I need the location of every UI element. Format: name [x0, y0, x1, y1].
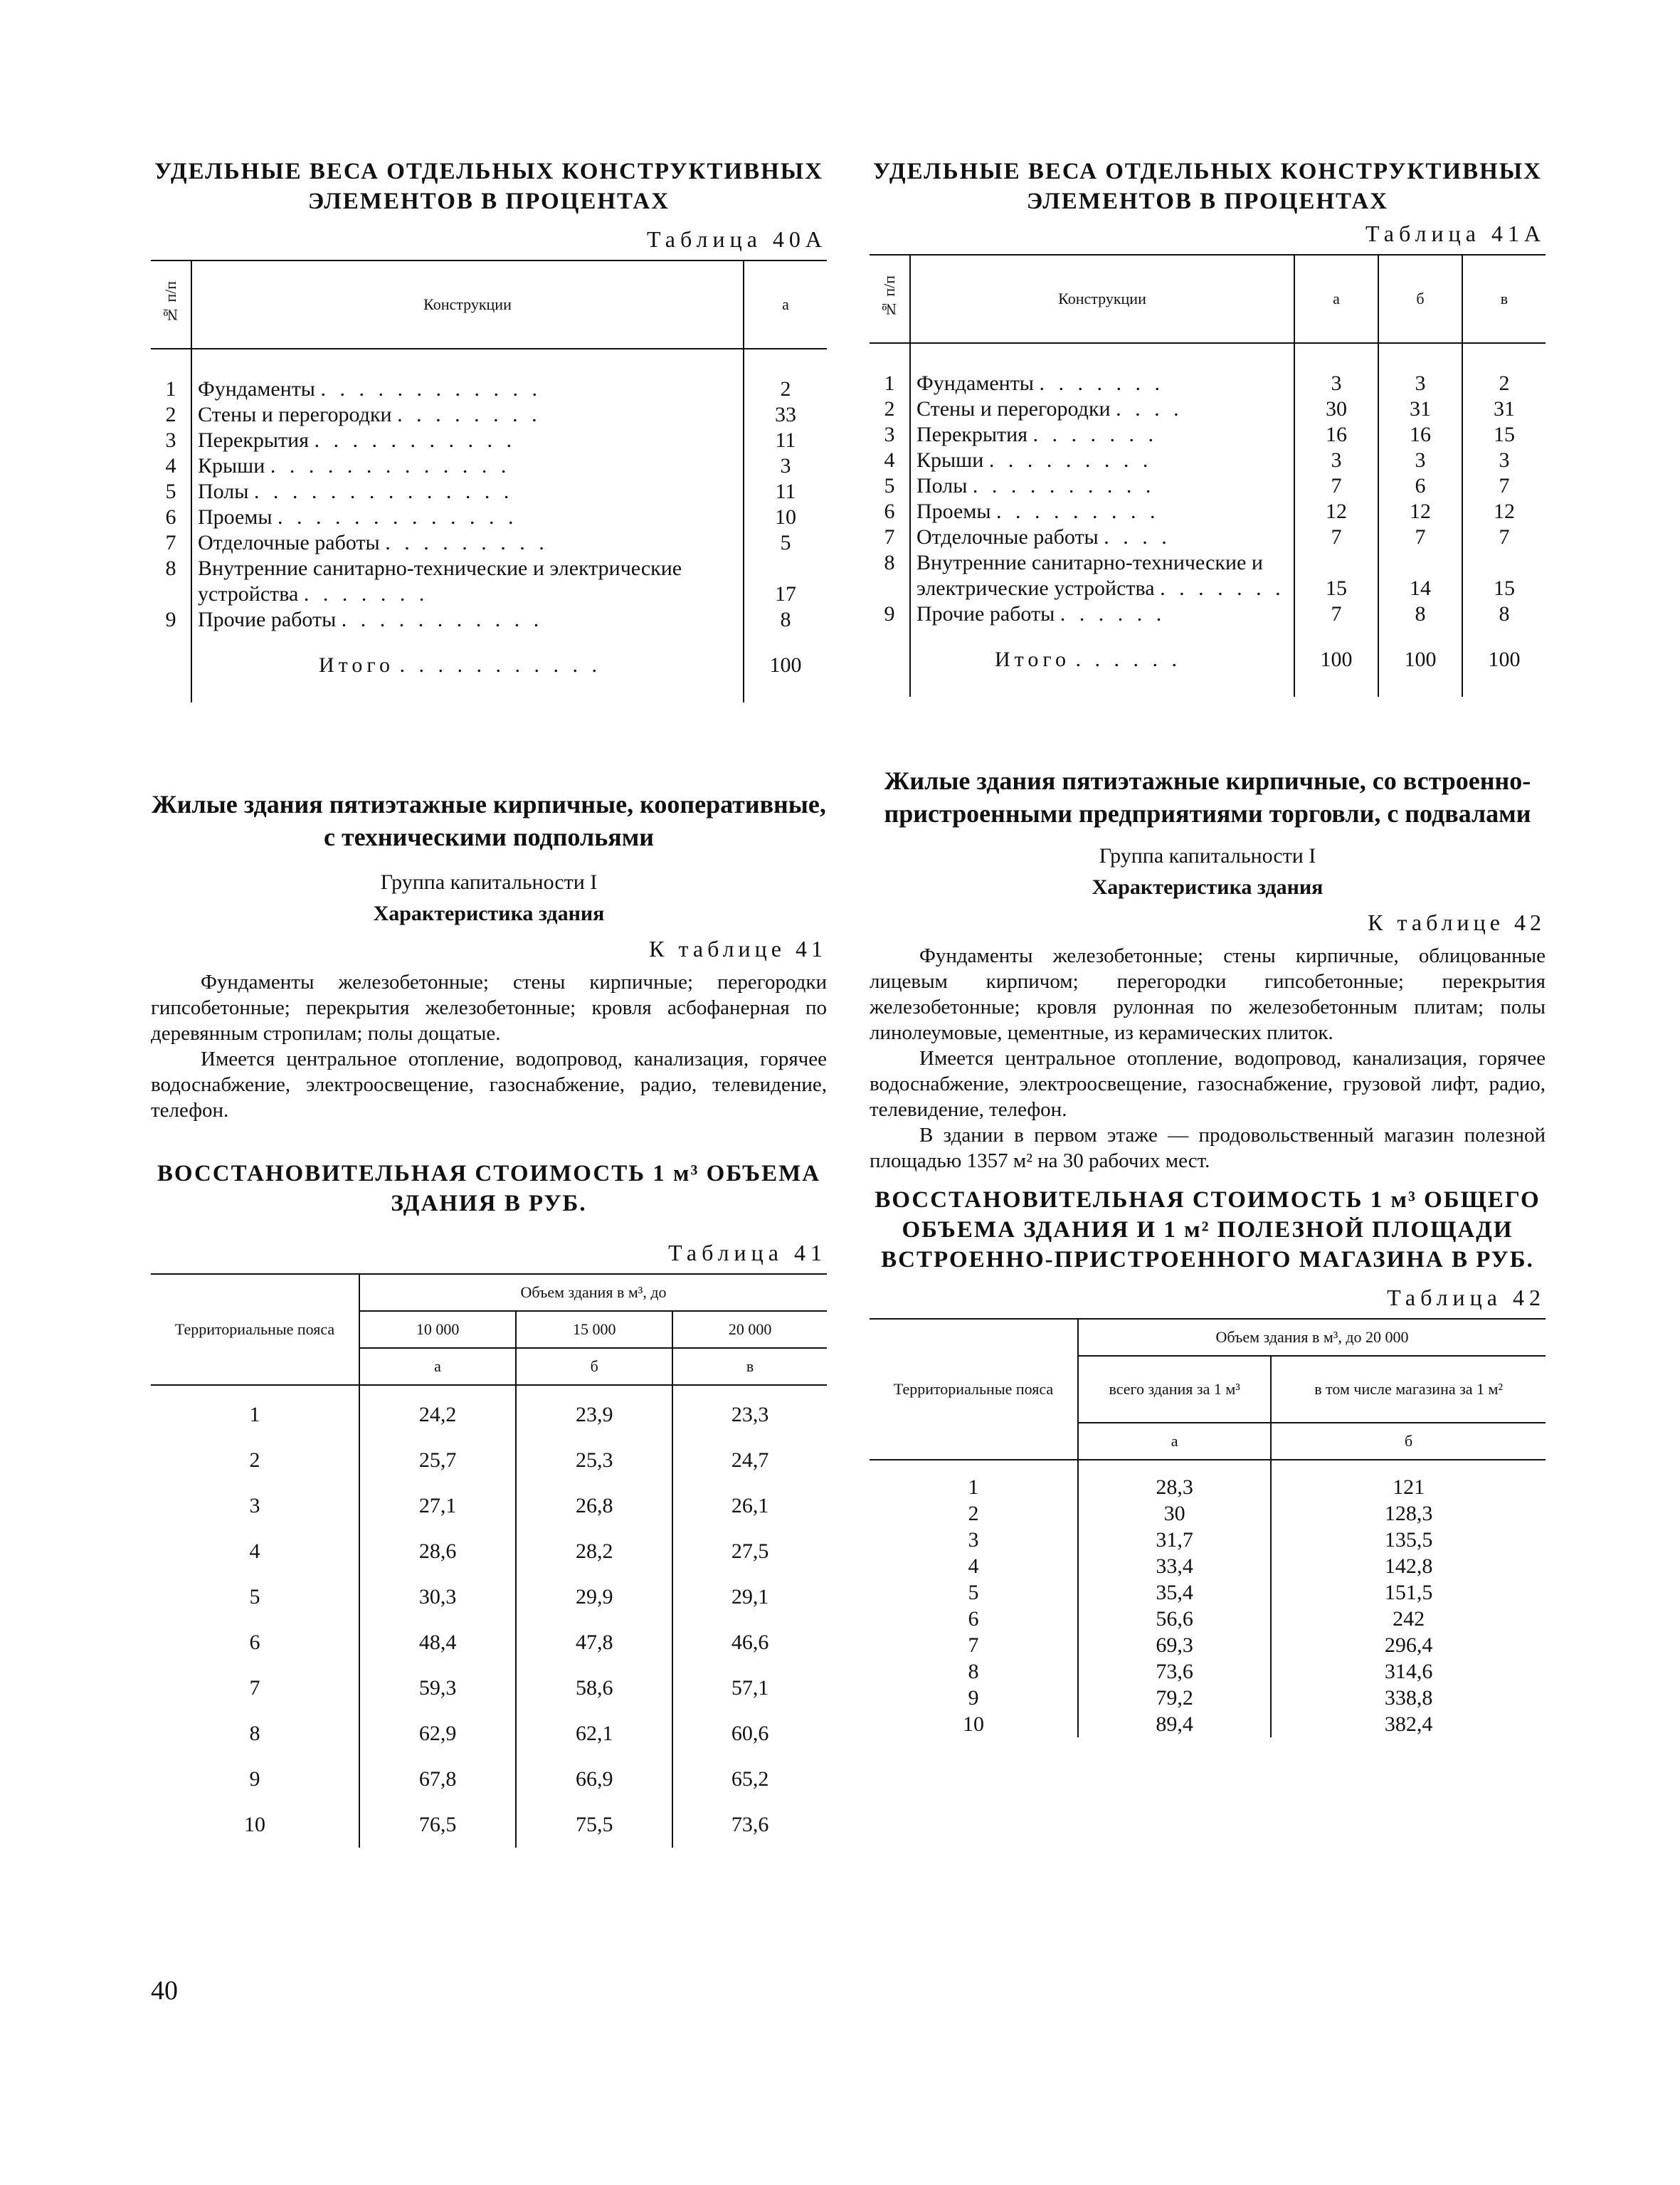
header-shop: в том числе магазина за 1 м²: [1271, 1356, 1546, 1423]
table-row: 6 48,4 47,8 46,6: [151, 1620, 827, 1665]
header-c: в: [1462, 255, 1546, 343]
paragraph: Фундаменты железобетонные; стены кирпичные, облицованные лицевым кирпичом; перегородки гипсобетонные; перекрытия железобетонные; кровля рулонная по железобетонным плитам; полы линолеумовые, цементные, из керамических плиток.: [870, 944, 1546, 1044]
table-row: 8 Внутренние санитарно-технические и электрические устройства . . . . . . . 15 14 15: [870, 550, 1546, 601]
table-row: 7 69,3 296,4: [870, 1632, 1546, 1658]
paragraph: В здании в первом этаже — продовольственный магазин полезной площадью 1357 м² на 30 рабочих мест.: [870, 1124, 1546, 1172]
header-volume-3: 20 000: [672, 1311, 827, 1348]
table-row: 7 59,3 58,6 57,1: [151, 1665, 827, 1711]
header-a: а: [744, 260, 827, 349]
header-volume: Объем здания в м³, до 20 000: [1078, 1319, 1546, 1356]
table-42-title: ВОССТАНОВИТЕЛЬНАЯ СТОИМОСТЬ 1 м³ ОБЩЕГО ОБЪЕМА ЗДАНИЯ И 1 м² ПОЛЕЗНОЙ ПЛОЩАДИ ВСТРОЕННО-ПРИСТРОЕННОГО МАГАЗИНА В РУБ.: [875, 1187, 1541, 1273]
header-b: б: [1378, 255, 1462, 343]
header-zone: Территориальные пояса: [870, 1319, 1078, 1460]
table-row: 5 35,4 151,5: [870, 1579, 1546, 1606]
table-row: 6 Проемы . . . . . . . . . . . . . 10: [151, 505, 827, 530]
table-row: 6 56,6 242: [870, 1606, 1546, 1632]
header-c: в: [672, 1348, 827, 1385]
table-row: 1 Фундаменты . . . . . . . 3 3 2: [870, 343, 1546, 396]
table-40a: [151, 260, 827, 702]
paragraph: Имеется центральное отопление, водопровод, канализация, горячее водоснабжение, электроосвещение, газоснабжение, грузовой лифт, радио, телевидение, телефон.: [870, 1047, 1546, 1121]
table-row: 10 76,5 75,5 73,6: [151, 1802, 827, 1848]
header-b: б: [1271, 1423, 1546, 1460]
table-row: 2 30 128,3: [870, 1500, 1546, 1527]
table-41a-label: Таблица 41А: [1365, 221, 1546, 246]
table-42-label: Таблица 42: [1387, 1285, 1546, 1310]
building-title: Жилые здания пятиэтажные кирпичные, со встроенно-пристроенными предприятиями торговли, с подвалами: [884, 767, 1531, 828]
header-construction: Конструкции: [910, 255, 1294, 343]
paragraph: Фундаменты железобетонные; стены кирпичные; перегородки гипсобетонные; перекрытия железобетонные; кровля асбофанерная по деревянным стропилам; полы дощатые.: [151, 971, 827, 1045]
table-row: 7 Отделочные работы . . . . . . . . . 5: [151, 530, 827, 556]
table-reference: К таблице 41: [649, 936, 827, 962]
table-row: 7 Отделочные работы . . . . 7 7 7: [870, 525, 1546, 550]
header-a: а: [1078, 1423, 1271, 1460]
table-row: 1 28,3 121: [870, 1460, 1546, 1500]
characteristic-title: Характеристика здания: [373, 902, 605, 925]
header-num: № п/п: [870, 255, 910, 343]
header-zone: Территориальные пояса: [151, 1274, 359, 1385]
table-row: 2 Стены и перегородки . . . . . . . . 33: [151, 402, 827, 428]
table-row: 10 89,4 382,4: [870, 1711, 1546, 1737]
table-row: 9 Прочие работы . . . . . . . . . . . 8: [151, 607, 827, 633]
capital-group: Группа капитальности I: [1099, 844, 1316, 868]
table-row: 4 Крыши . . . . . . . . . . . . . 3: [151, 453, 827, 479]
table-41a-title: УДЕЛЬНЫЕ ВЕСА ОТДЕЛЬНЫХ КОНСТРУКТИВНЫХ ЭЛЕМЕНТОВ В ПРОЦЕНТАХ: [873, 159, 1542, 214]
table-row: 9 79,2 338,8: [870, 1685, 1546, 1711]
table-reference: К таблице 42: [1368, 910, 1546, 935]
header-b: б: [516, 1348, 672, 1385]
table-row: 3 27,1 26,8 26,1: [151, 1483, 827, 1529]
table-row: 2 25,7 25,3 24,7: [151, 1438, 827, 1483]
table-row: 9 Прочие работы . . . . . . 7 8 8: [870, 601, 1546, 627]
table-row: 5 Полы . . . . . . . . . . 7 6 7: [870, 473, 1546, 499]
table-row: 8 Внутренние санитарно-технические и электрические устройства . . . . . . . 17: [151, 556, 827, 607]
header-volume-2: 15 000: [516, 1311, 672, 1348]
header-volume-1: 10 000: [359, 1311, 516, 1348]
table-row: 1 24,2 23,9 23,3: [151, 1385, 827, 1438]
header-building-total: всего здания за 1 м³: [1078, 1356, 1271, 1423]
table-total-row: Итого . . . . . . 100 100 100: [870, 627, 1546, 697]
table-40a-title: УДЕЛЬНЫЕ ВЕСА ОТДЕЛЬНЫХ КОНСТРУКТИВНЫХ ЭЛЕМЕНТОВ В ПРОЦЕНТАХ: [154, 159, 823, 214]
table-row: 2 Стены и перегородки . . . . 30 31 31: [870, 396, 1546, 422]
table-42: [870, 1318, 1546, 1737]
table-row: 4 28,6 28,2 27,5: [151, 1529, 827, 1574]
table-row: 3 Перекрытия . . . . . . . 16 16 15: [870, 422, 1546, 448]
header-num: № п/п: [151, 260, 191, 349]
page-number: 40: [151, 1976, 178, 2006]
right-column: [870, 157, 1546, 1737]
paragraph: Имеется центральное отопление, водопровод, канализация, горячее водоснабжение, электроосвещение, газоснабжение, радио, телевидение, телефон.: [151, 1048, 827, 1122]
table-row: 5 30,3 29,9 29,1: [151, 1574, 827, 1620]
table-row: 6 Проемы . . . . . . . . . 12 12 12: [870, 499, 1546, 525]
table-row: 9 67,8 66,9 65,2: [151, 1757, 827, 1802]
characteristic-title: Характеристика здания: [1092, 875, 1324, 899]
table-40a-label: Таблица 40А: [647, 226, 827, 252]
header-a: а: [359, 1348, 516, 1385]
table-41: [151, 1273, 827, 1848]
table-41-label: Таблица 41: [668, 1240, 827, 1265]
table-row: 8 73,6 314,6: [870, 1658, 1546, 1685]
table-row: 1 Фундаменты . . . . . . . . . . . . 2: [151, 349, 827, 402]
table-row: 8 62,9 62,1 60,6: [151, 1711, 827, 1757]
table-total-row: Итого . . . . . . . . . . . 100: [151, 633, 827, 702]
table-row: 5 Полы . . . . . . . . . . . . . . 11: [151, 479, 827, 505]
header-volume: Объем здания в м³, до: [359, 1274, 827, 1311]
table-row: 3 Перекрытия . . . . . . . . . . . 11: [151, 428, 827, 453]
table-row: 3 31,7 135,5: [870, 1527, 1546, 1553]
building-title: Жилые здания пятиэтажные кирпичные, кооперативные, с техническими подпольями: [152, 790, 826, 851]
table-41a: [870, 254, 1546, 697]
header-construction: Конструкции: [191, 260, 744, 349]
capital-group: Группа капитальности I: [380, 870, 598, 894]
table-41-title: ВОССТАНОВИТЕЛЬНАЯ СТОИМОСТЬ 1 м³ ОБЪЕМА ЗДАНИЯ В РУБ.: [157, 1161, 821, 1216]
table-row: 4 Крыши . . . . . . . . . 3 3 3: [870, 448, 1546, 473]
table-row: 4 33,4 142,8: [870, 1553, 1546, 1579]
header-a: а: [1294, 255, 1378, 343]
left-column: [151, 157, 827, 1848]
